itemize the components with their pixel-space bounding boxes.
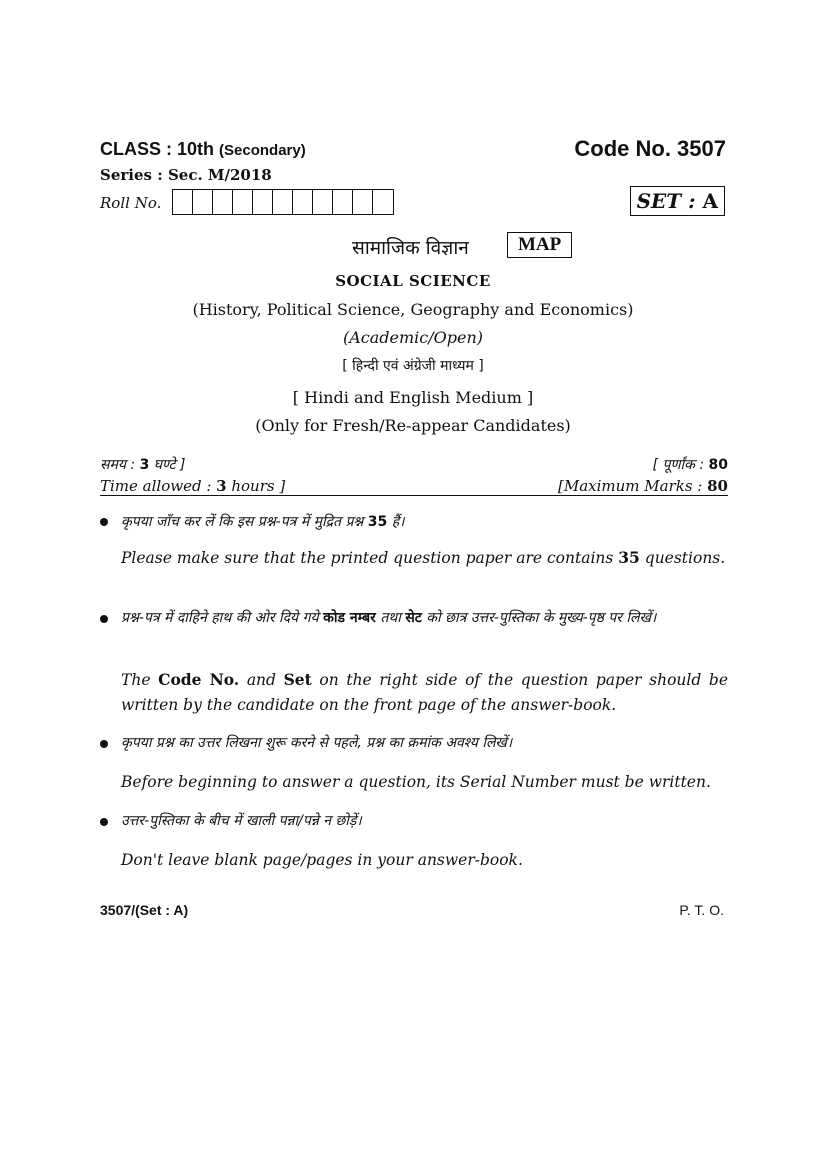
i2-hindi-text: प्रश्न-पत्र में दाहिने हाथ की ओर दिये गये — [121, 610, 324, 626]
i2-hindi-code: कोड नम्बर — [323, 610, 376, 626]
set-value: A — [702, 189, 718, 213]
instruction-4-english: Don't leave blank page/pages in your answer-book. — [121, 851, 523, 869]
time-hindi-suffix: घण्टे ] — [149, 457, 186, 473]
marks-eng-prefix: [Maximum Marks : — [557, 477, 708, 495]
instruction-3-hindi: कृपया प्रश्न का उत्तर लिखना शुरू करने से पहले, प्रश्न का क्रमांक अवश्य लिखें। — [121, 735, 513, 751]
class-sub-text: (Secondary) — [219, 142, 306, 159]
i2-hindi-set: सेट — [405, 610, 422, 626]
i1-hindi-num: 35 — [367, 514, 388, 530]
roll-number-label: Roll No. — [100, 194, 162, 212]
bullet-icon — [100, 615, 108, 623]
roll-box[interactable] — [213, 190, 233, 214]
time-hindi — [100, 455, 186, 474]
time-hindi-prefix: समय : — [100, 457, 140, 473]
footer-pto: P. T. O. — [679, 902, 724, 918]
roll-box[interactable] — [373, 190, 393, 214]
i1-hindi-end: हैं। — [387, 514, 405, 530]
roll-box[interactable] — [233, 190, 253, 214]
medium-hindi-line: [ हिन्दी एवं अंग्रेजी माध्यम ] — [342, 358, 484, 374]
roll-box[interactable] — [293, 190, 313, 214]
class-text: CLASS : 10th — [100, 139, 215, 159]
maximum-marks — [558, 477, 728, 495]
marks-hindi — [653, 455, 728, 474]
instruction-2-english — [121, 667, 728, 718]
time-hindi-value: 3 — [139, 457, 150, 473]
i2-hindi-end: को छात्र उत्तर-पुस्तिका के मुख्य-पृष्ठ पर लिखें। — [421, 610, 657, 626]
roll-box[interactable] — [173, 190, 193, 214]
i2-hindi-mid: तथा — [375, 610, 406, 626]
instruction-2-hindi — [121, 606, 728, 631]
roll-box[interactable] — [353, 190, 373, 214]
bullet-icon — [100, 818, 108, 826]
instruction-1-english — [121, 545, 728, 571]
roll-number-boxes[interactable] — [172, 189, 394, 215]
time-eng-prefix: Time allowed : — [100, 477, 217, 495]
time-eng-suffix: hours ] — [226, 477, 286, 495]
footer-code: 3507/(Set : A) — [100, 902, 189, 918]
roll-box[interactable] — [333, 190, 353, 214]
time-allowed — [100, 477, 285, 495]
instruction-3-english: Before beginning to answer a question, its Serial Number must be written. — [121, 773, 711, 791]
candidates-line: (Only for Fresh/Re-appear Candidates) — [255, 416, 571, 435]
i1-hindi-text: कृपया जाँच कर लें कि इस प्रश्न-पत्र में मुद्रित प्रश्न — [121, 514, 368, 530]
instruction-1-hindi — [121, 510, 728, 535]
roll-box[interactable] — [253, 190, 273, 214]
i1-eng-num: 35 — [618, 548, 640, 567]
i2-eng-mid: and — [239, 671, 284, 689]
stream-line: (Academic/Open) — [342, 328, 484, 347]
roll-box[interactable] — [193, 190, 213, 214]
time-eng-value: 3 — [216, 477, 227, 495]
series-label: Series : Sec. M/2018 — [100, 166, 272, 184]
roll-box[interactable] — [273, 190, 293, 214]
code-number: Code No. 3507 — [574, 136, 726, 161]
subject-title: SOCIAL SCIENCE — [335, 272, 491, 290]
bullet-icon — [100, 518, 108, 526]
map-badge: MAP — [507, 232, 572, 258]
i2-eng-end: on the right side of the question paper should be written by the candidate on the front page of the answer-book. — [121, 671, 729, 714]
bullet-icon — [100, 740, 108, 748]
marks-hindi-value: 80 — [708, 457, 728, 473]
instruction-4-hindi: उत्तर-पुस्तिका के बीच में खाली पन्ना/पन्ने न छोड़ें। — [121, 813, 362, 829]
hindi-title: सामाजिक विज्ञान — [352, 237, 469, 259]
marks-eng-value: 80 — [707, 477, 728, 495]
i1-eng-text: Please make sure that the printed question paper are contains — [121, 549, 619, 567]
subjects-line: (History, Political Science, Geography and Economics) — [192, 300, 634, 319]
i2-eng-set: Set — [283, 670, 312, 689]
set-badge — [630, 186, 725, 216]
set-label: SET : — [636, 189, 696, 213]
medium-english-line: [ Hindi and English Medium ] — [292, 388, 534, 407]
roll-box[interactable] — [313, 190, 333, 214]
divider — [100, 495, 728, 496]
class-label — [100, 139, 306, 160]
i1-eng-end: questions. — [639, 549, 726, 567]
marks-hindi-prefix: [ पूर्णांक : — [652, 457, 709, 473]
i2-eng-text: The — [121, 671, 159, 689]
i2-eng-code: Code No. — [158, 670, 240, 689]
